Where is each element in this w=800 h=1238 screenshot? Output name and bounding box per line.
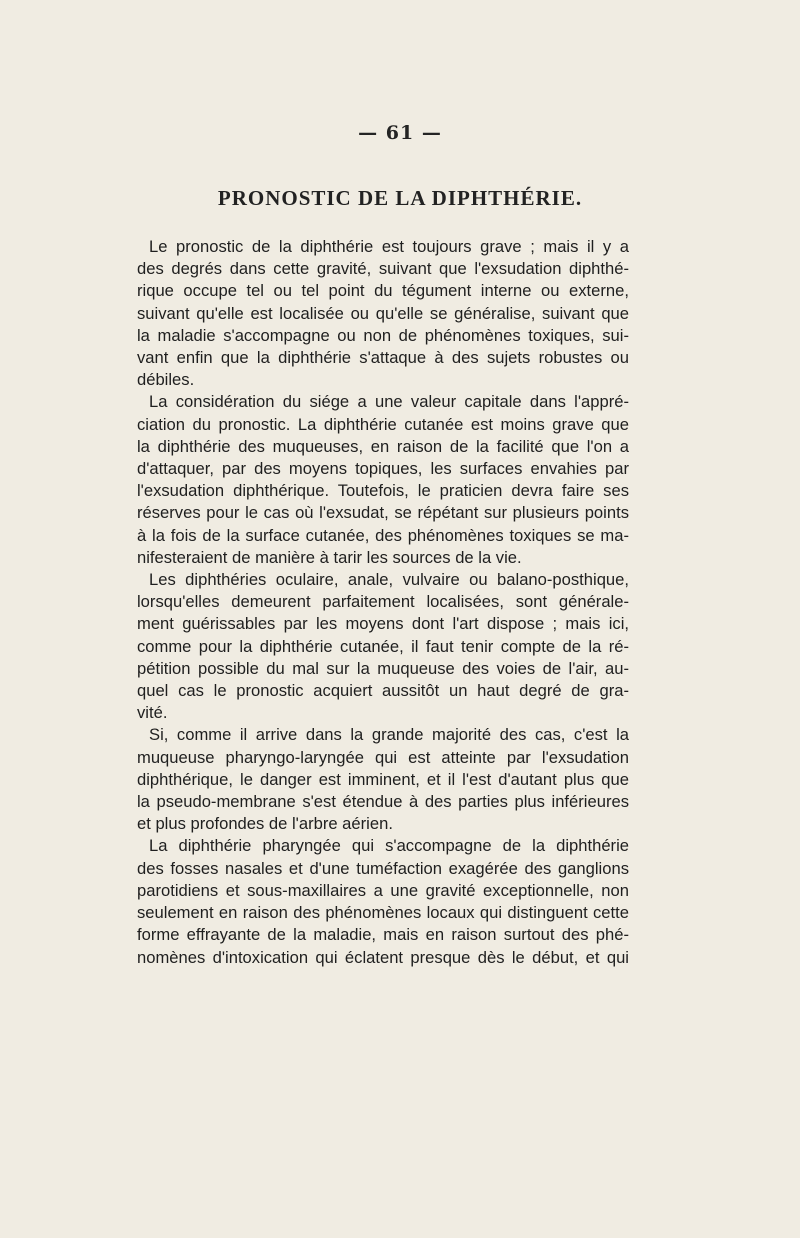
text-line: des fosses nasales et d'une tuméfaction exagérée des ganglions	[137, 858, 629, 878]
text-line: la maladie s'accompagne ou non de phénomènes toxiques, sui-	[137, 325, 629, 345]
text-line: la pseudo-membrane s'est étendue à des parties plus inférieures	[137, 792, 629, 812]
page-number: — 61 —	[358, 122, 442, 144]
paragraph	[137, 835, 629, 968]
chapter-heading: PRONOSTIC DE LA DIPHTHÉRIE.	[217, 186, 583, 210]
text-line: des degrés dans cette gravité, suivant que l'exsudation diphthé-	[137, 259, 629, 279]
text-line: lorsqu'elles demeurent parfaitement localisées, sont générale-	[137, 592, 629, 612]
text-line: comme pour la diphthérie cutanée, il faut tenir compte de la ré-	[137, 636, 629, 656]
text-line: parotidiens et sous-maxillaires a une gravité exceptionnelle, non	[137, 880, 629, 900]
text-line: nifesteraient de manière à tarir les sources de la vie.	[137, 547, 522, 567]
text-line: La considération du siége a une valeur capitale dans l'appré-	[149, 392, 629, 412]
text-line: Si, comme il arrive dans la grande majorité des cas, c'est la	[149, 725, 629, 745]
text-line: forme effrayante de la maladie, mais en raison surtout des phé-	[137, 925, 629, 945]
text-line: muqueuse pharyngo-laryngée qui est atteinte par l'exsudation	[137, 747, 629, 767]
paragraph	[137, 569, 629, 724]
text-line: débiles.	[137, 370, 195, 390]
paragraph	[137, 724, 629, 835]
body-text	[137, 236, 629, 969]
text-line: rique occupe tel ou tel point du tégument interne ou externe,	[137, 281, 629, 301]
text-line: la diphthérie des muqueuses, en raison de la facilité que l'on a	[137, 436, 629, 456]
text-line: suivant qu'elle est localisée ou qu'elle se généralise, suivant que	[137, 303, 629, 323]
text-line: seulement en raison des phénomènes locaux qui distinguent cette	[137, 903, 629, 923]
text-line: La diphthérie pharyngée qui s'accompagne de la diphthérie	[149, 836, 629, 856]
text-line: d'attaquer, par des moyens topiques, les surfaces envahies par	[137, 459, 629, 479]
text-line: ciation du pronostic. La diphthérie cutanée est moins grave que	[137, 414, 629, 434]
text-line: vant enfin que la diphthérie s'attaque à des sujets robustes ou	[137, 348, 629, 368]
text-line: à la fois de la surface cutanée, des phénomènes toxiques se ma-	[137, 525, 629, 545]
text-line: Le pronostic de la diphthérie est toujours grave ; mais il y a	[149, 237, 629, 256]
text-line: vité.	[137, 703, 168, 723]
text-line: ment guérissables par les moyens dont l'art dispose ; mais ici,	[137, 614, 629, 634]
paragraph	[137, 236, 629, 391]
text-line: Les diphthéries oculaire, anale, vulvaire ou balano-posthique,	[149, 570, 629, 590]
text-line: l'exsudation diphthérique. Toutefois, le praticien devra faire ses	[137, 481, 629, 501]
text-line: pétition possible du mal sur la muqueuse des voies de l'air, au-	[137, 658, 629, 678]
paragraph	[137, 391, 629, 569]
text-line: nomènes d'intoxication qui éclatent presque dès le début, et qui	[137, 947, 629, 967]
text-line: et plus profondes de l'arbre aérien.	[137, 814, 393, 834]
text-line: quel cas le pronostic acquiert aussitôt un haut degré de gra-	[137, 681, 629, 701]
text-line: diphthérique, le danger est imminent, et il l'est d'autant plus que	[137, 769, 629, 789]
text-line: réserves pour le cas où l'exsudat, se répétant sur plusieurs points	[137, 503, 629, 523]
